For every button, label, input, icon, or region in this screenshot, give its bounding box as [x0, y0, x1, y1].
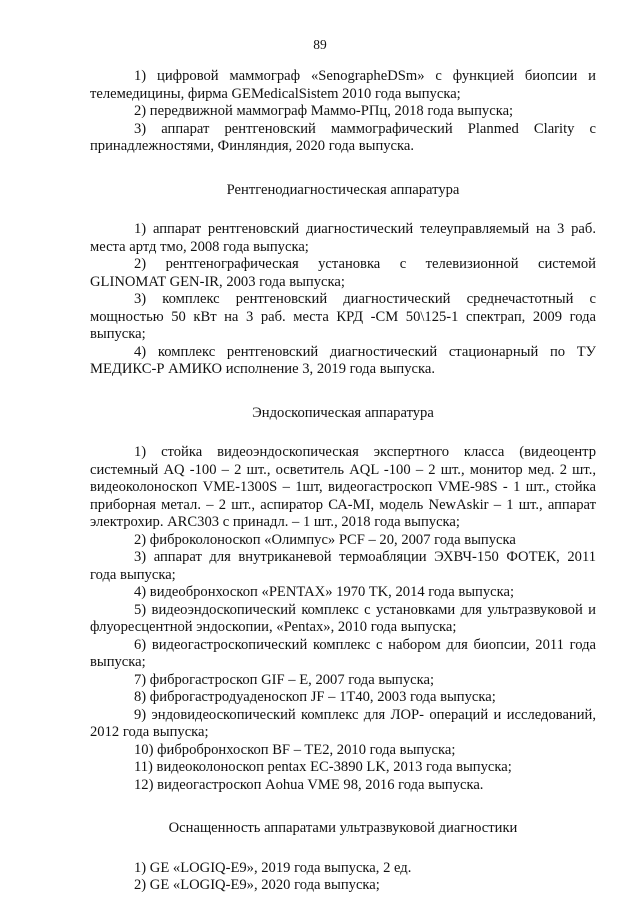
- list-item: 6) видеогастроскопический комплекс с набором для биопсии, 2011 года выпуска;: [90, 636, 596, 670]
- section-ultrasound: [90, 820, 596, 895]
- list-item: 3) аппарат для внутриканевой термоабляции ЭХВЧ-150 ФОТЕК, 2011 года выпуска;: [90, 549, 596, 583]
- section-xray: [90, 182, 596, 379]
- page-content: [90, 68, 596, 895]
- list-item: 9) эндовидеоскопический комплекс для ЛОР- операций и исследований, 2012 года выпуска;: [90, 706, 596, 740]
- section-mammography: [90, 68, 596, 156]
- list-item: 1) цифровой маммограф «SenographeDSm» с функцией биопсии и телемедицины, фирма GEMedicalSistem 2010 года выпуска;: [90, 68, 596, 102]
- list-item: 4) видеобронхоскоп «PENTAX» 1970 TK, 2014 года выпуска;: [134, 584, 515, 600]
- list-item: 2) фиброколоноскоп «Олимпус» PCF – 20, 2007 года выпуска: [134, 531, 516, 548]
- list-item: 12) видеогастроскоп Aohua VME 98, 2016 года выпуска.: [134, 776, 484, 793]
- list-item: 1) стойка видеоэндоскопическая экспертного класса (видеоцентр системный AQ -100 – 2 шт., осветитель AQL -100 – 2 шт., монитор мед. 2 шт., видеоколоноскоп VME-1300S – 1шт, видеогастроскоп VME-98S - 1 шт., стойка приборная метал. – 2 шт., аспиратор СА-MI, модель NewAskir – 1 шт., аппарат электрохир. ARC303 с принадл. – 1 шт., 2018 года выпуска;: [90, 444, 596, 530]
- list-item: 1) GE «LOGIQ-E9», 2019 года выпуска, 2 ед.: [134, 859, 412, 876]
- list-item: 2) рентгенографическая установка с телевизионной системой GLINOMAT GEN-IR, 2003 года выпуска;: [90, 256, 596, 290]
- list-item: 5) видеоэндоскопический комплекс с установками для ультразвуковой и флуоресцентной эндоскопии, «Pentax», 2010 года выпуска;: [90, 601, 596, 635]
- list-item: 7) фиброгастроскоп GIF – E, 2007 года выпуска;: [134, 671, 435, 688]
- list-item: 8) фиброгастродуаденоскоп JF – 1T40, 2003 года выпуска;: [134, 689, 496, 705]
- list-item: 3) аппарат рентгеновский маммографический Planmed Clarity с принадлежностями, Финляндия, 2020 года выпуска.: [90, 120, 596, 154]
- section-endoscopy: [90, 405, 596, 795]
- list-item: 4) комплекс рентгеновский диагностический стационарный по ТУ МЕДИКС-Р АМИКО исполнение 3, 2019 года выпуска.: [90, 343, 596, 377]
- page-number: 89: [313, 37, 327, 52]
- section-heading: Эндоскопическая аппаратура: [252, 404, 434, 421]
- list-item: 1) аппарат рентгеновский диагностический телеуправляемый на 3 раб. места артд тмо, 2008 года выпуска;: [90, 221, 596, 255]
- section-heading: Рентгенодиагностическая аппаратура: [226, 181, 460, 198]
- section-heading: Оснащенность аппаратами ультразвуковой диагностики: [168, 820, 518, 836]
- list-item: 2) GE «LOGIQ-E9», 2020 года выпуска;: [134, 877, 380, 893]
- list-item: 3) комплекс рентгеновский диагностический среднечастотный с мощностью 50 кВт на 3 раб. места КРД -СМ 50\125-1 спектрап, 2009 года выпуска;: [90, 291, 596, 342]
- list-item: 11) видеоколоноскоп pentax EC-3890 LK, 2013 года выпуска;: [134, 759, 512, 775]
- list-item: 10) фибробронхоскоп BF – TE2, 2010 года выпуска;: [134, 741, 456, 758]
- list-item: 2) передвижной маммограф Маммо-РПц, 2018 года выпуска;: [134, 103, 514, 119]
